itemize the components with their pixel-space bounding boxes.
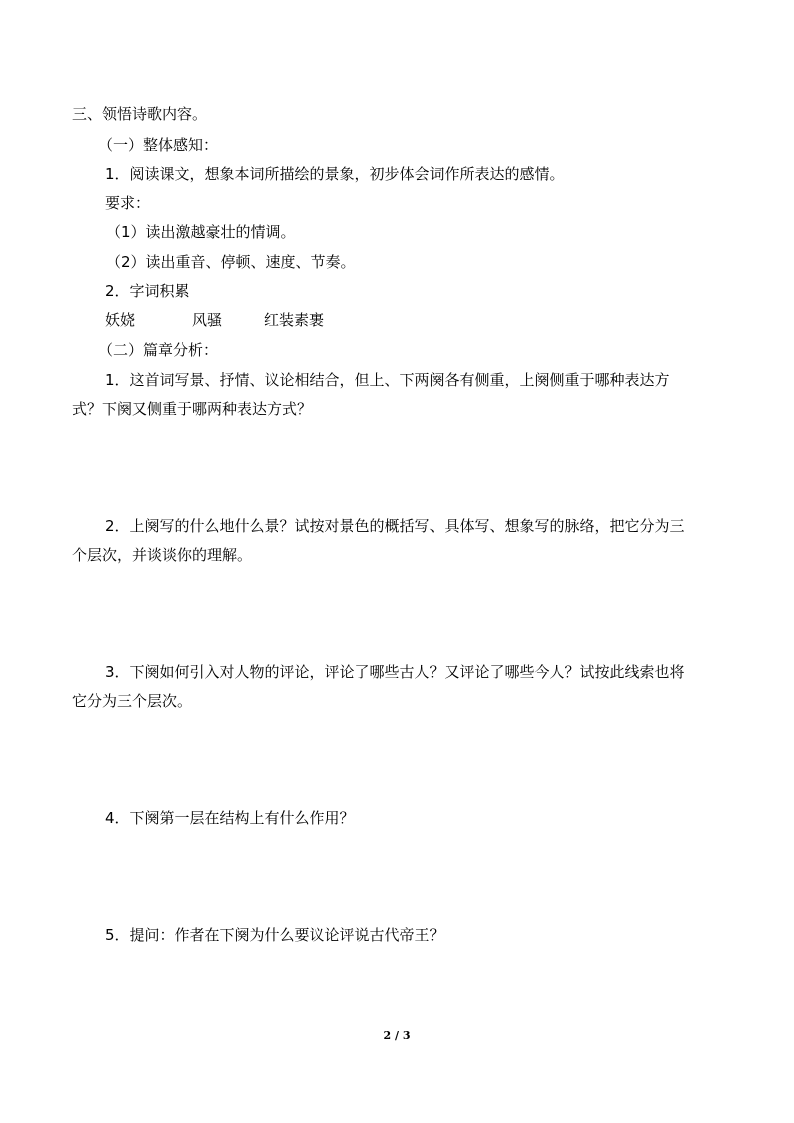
vocab-word: 妖娆: [105, 311, 136, 329]
vocab-word: 风骚: [192, 311, 223, 329]
question-3-line-2: 它分为三个层次。: [72, 692, 193, 710]
requirement-2: （2）读出重音、停顿、速度、节奏。: [106, 253, 356, 271]
question-1-line-2: 式？下阕又侧重于哪两种表达方式？: [72, 400, 313, 418]
vocab-list: [105, 310, 324, 330]
part1-item2: 2．字词积累: [105, 282, 190, 300]
part1-item1: 1．阅读课文，想象本词所描绘的景象，初步体会词作所表达的感情。: [105, 165, 565, 183]
question-5: 5．提问：作者在下阕为什么要议论评说古代帝王？: [105, 926, 445, 944]
page-number: 2 / 3: [383, 1029, 411, 1042]
question-2-line-1: 2．上阕写的什么地什么景？试按对景色的概括写、具体写、想象写的脉络，把它分为三: [105, 517, 685, 535]
vocab-word: 红装素裹: [264, 311, 325, 329]
requirement-1: （1）读出激越豪壮的情调。: [106, 223, 296, 241]
question-1-line-1: 1．这首词写景、抒情、议论相结合，但上、下两阕各有侧重，上阕侧重于哪种表达方: [105, 371, 670, 389]
question-4: 4．下阕第一层在结构上有什么作用？: [105, 809, 355, 827]
section-heading: 三、领悟诗歌内容。: [72, 105, 208, 123]
question-3-line-1: 3．下阕如何引入对人物的评论，评论了哪些古人？又评论了哪些今人？试按此线索也将: [105, 663, 685, 681]
requirements-label: 要求：: [105, 194, 151, 212]
part2-heading: （二）篇章分析：: [98, 341, 219, 359]
question-2-line-2: 个层次，并谈谈你的理解。: [72, 546, 253, 564]
part1-heading: （一）整体感知：: [98, 136, 219, 154]
